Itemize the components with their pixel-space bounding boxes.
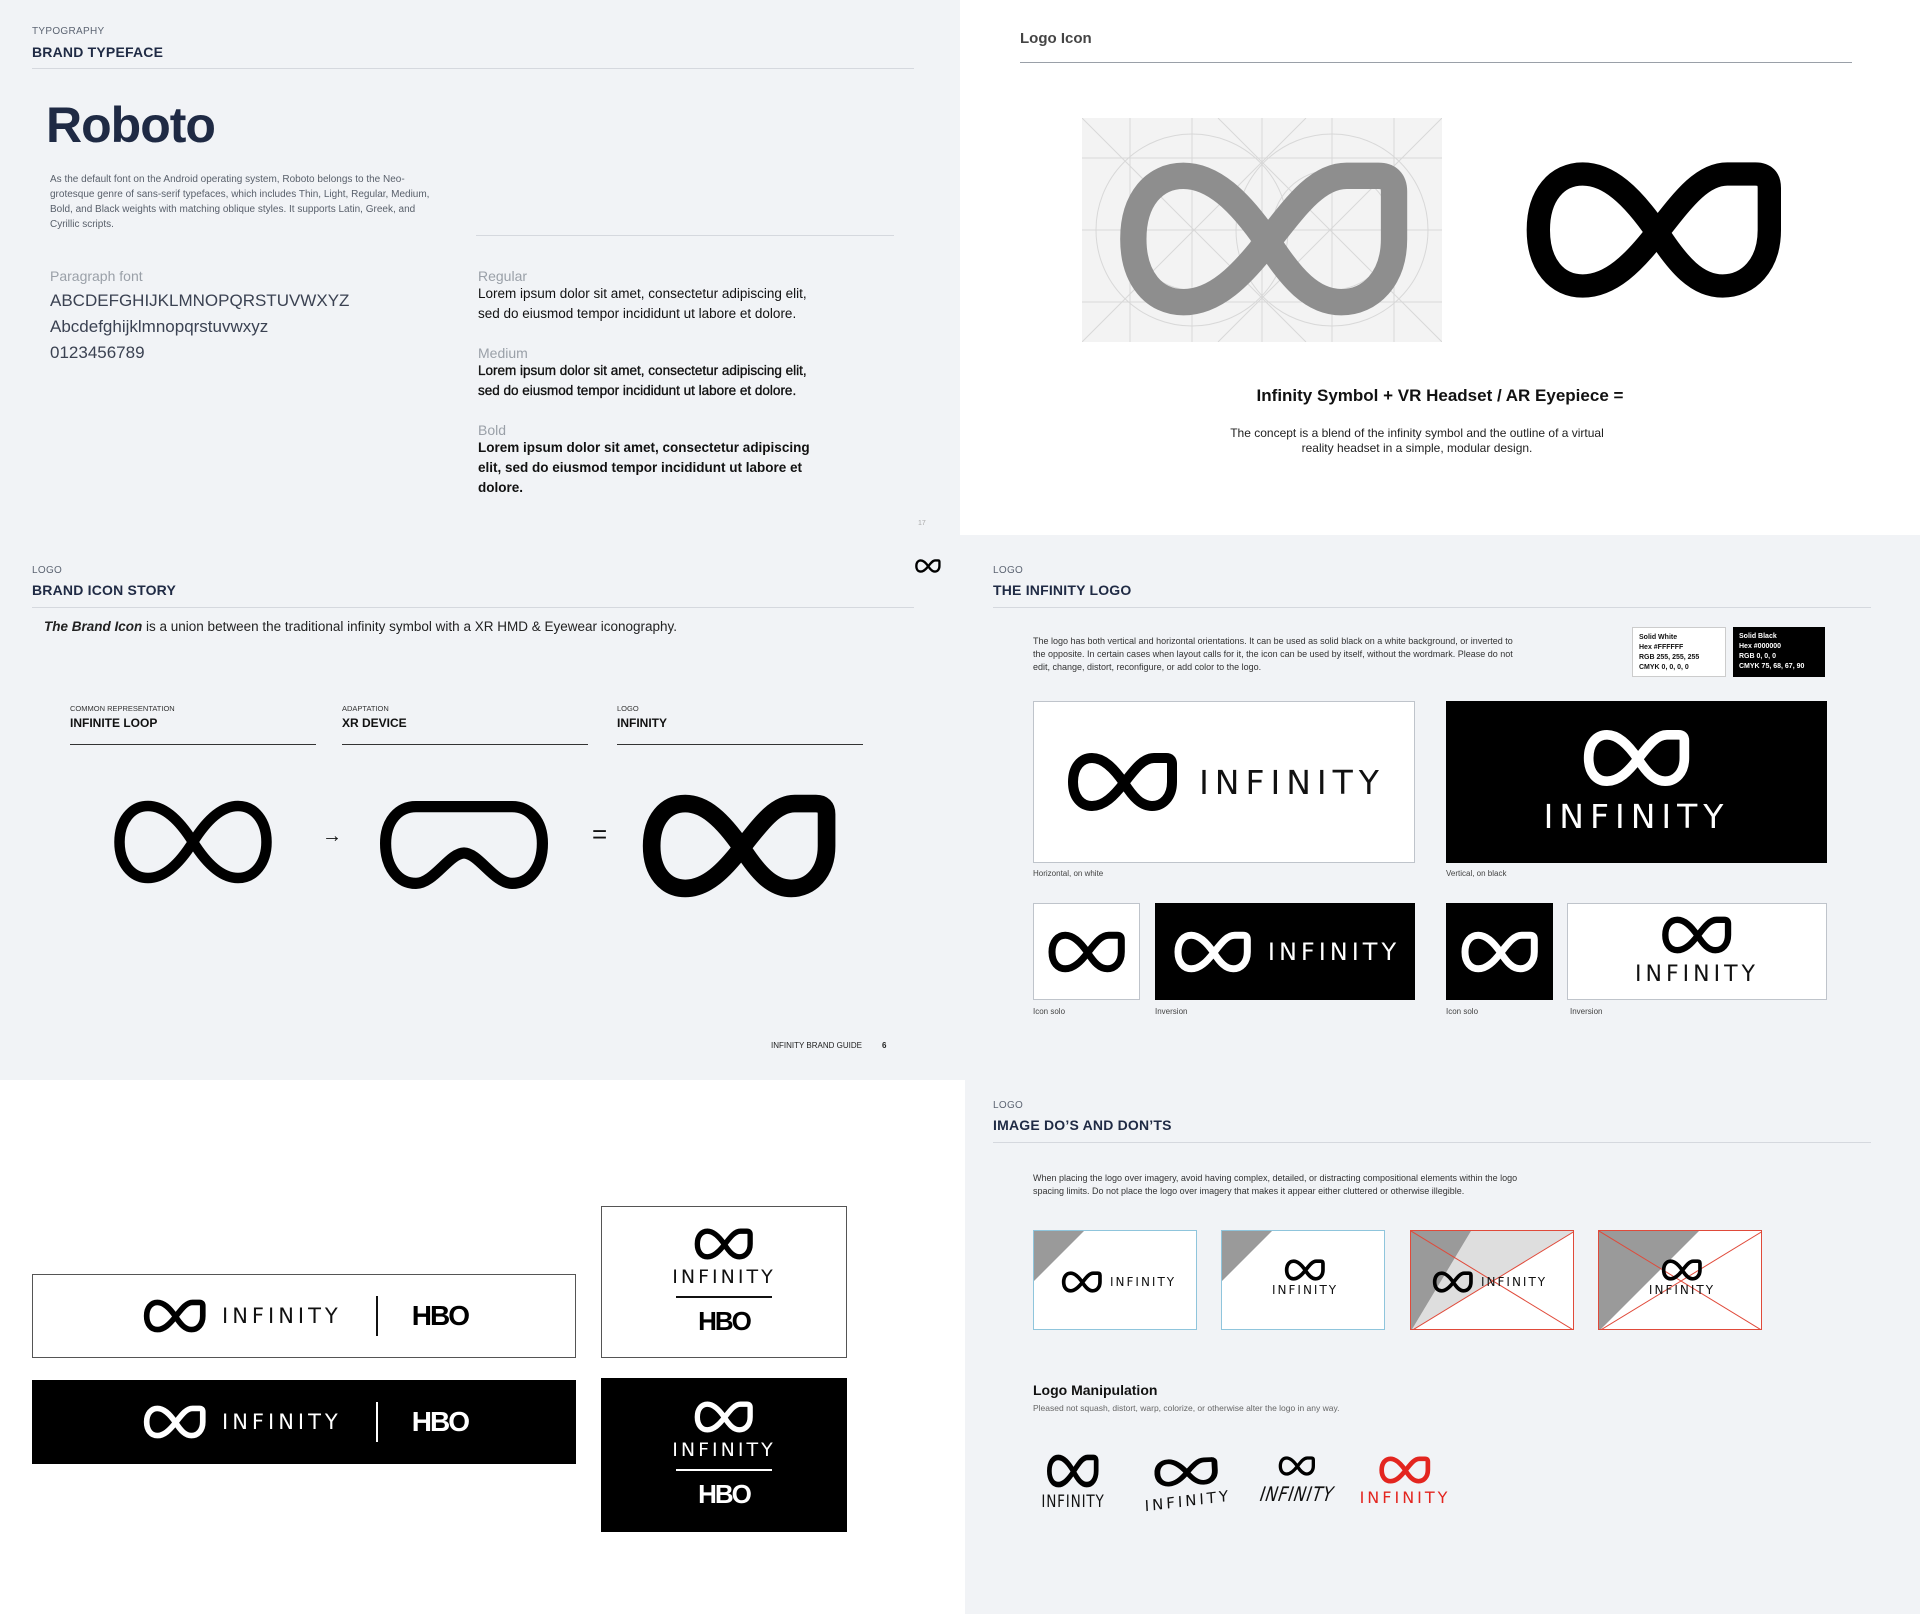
example-wordmark: INFINITY [1648,1283,1716,1297]
logo-wordmark: INFINITY [222,1304,342,1328]
caption-inversion-1: Inversion [1155,1007,1188,1016]
logo-mark-icon [691,1228,757,1260]
manip-wordmark: INFINITY [1041,1492,1105,1512]
header-rule [32,68,914,69]
swatch-white-hex: Hex #FFFFFF [1639,644,1684,651]
icon-story-heading: BRAND ICON STORY [32,582,176,598]
caption-icon-solo-2: Icon solo [1446,1007,1479,1016]
cobrand-divider [376,1296,378,1336]
uppercase-sample: ABCDEFGHIJKLMNOPQRSTUVWXYZ [50,291,350,310]
caption-horizontal: Horizontal, on white [1033,869,1104,878]
manip-wordmark: INFINITY [1359,1488,1451,1507]
icon-solo-white [1033,903,1140,1000]
cobrand-horizontal-white [32,1274,576,1358]
small-logo-icon [915,559,941,573]
story-col-xr-eyebrow: ADAPTATION [342,704,389,713]
example-wordmark: INFINITY [1110,1275,1177,1289]
logo-mark-icon [1657,916,1737,954]
logo-mark-icon [140,1299,210,1333]
icon-story-intro [44,619,677,634]
manip-wordmark: INFINITY [1144,1486,1232,1516]
logo-mark-icon [1170,931,1256,973]
story-col-loop-title: INFINITE LOOP [70,716,158,730]
infinity-logo-eyebrow: LOGO [993,565,1024,576]
cobrand-vertical-black [601,1378,847,1532]
icon-story-intro-em: The Brand Icon [44,619,143,634]
logo-concept-desc: The concept is a blend of the infinity symbol and the outline of a virtual reality headset in a simple, modular design. [1230,426,1604,455]
icon-solo-black [1446,903,1553,1000]
logo-icon-panel [960,0,1920,535]
logo-wordmark: INFINITY [1199,762,1385,802]
divider-rule [476,235,894,236]
dos-donts-eyebrow: LOGO [993,1100,1024,1111]
caption-inversion-2: Inversion [1570,1007,1603,1016]
arrow-icon: → [322,825,342,847]
dos-donts-desc: When placing the logo over imagery, avoid having complex, detailed, or distracting compositional elements within the logo spacing limits. Do not place the logo over imagery that makes it appear either cluttered or otherwise illegible. [1033,1173,1518,1196]
logo-vertical-black [1446,701,1827,863]
logo-wordmark: INFINITY [1267,937,1401,966]
cobrand-panel [0,1080,965,1614]
manip-warped [1134,1455,1241,1516]
logo-wordmark: INFINITY [1635,962,1759,987]
swatch-white [1632,627,1726,677]
construction-grid [1082,118,1442,342]
equals-icon: = [592,819,608,849]
icon-story-page-number: 6 [882,1041,887,1050]
placement-example-bad-2 [1598,1230,1762,1330]
icon-story-footer: INFINITY BRAND GUIDE [771,1041,862,1050]
swatch-black-cmyk: CMYK 75, 68, 67, 90 [1739,663,1805,670]
logo-formula: Infinity Symbol + VR Headset / AR Eyepiece = [1256,386,1624,405]
icon-story-eyebrow: LOGO [32,565,63,576]
placement-example-bad-1 [1410,1230,1574,1330]
swatch-white-name: Solid White [1639,634,1678,641]
logo-mark-icon [1577,729,1697,787]
cobrand-horizontal-black [32,1380,576,1464]
cobrand-vertical-white [601,1206,847,1358]
icon-story-panel [0,535,960,1080]
infinity-logo-icon [640,793,840,899]
dos-donts-rule [993,1142,1871,1143]
story-col-infinity-eyebrow: LOGO [617,704,639,713]
infinity-logo-desc: The logo has both vertical and horizontal orientations. It can be used as solid black on a white background, or inverted to the opposite. In certain cases when layout calls for it, the icon can be used by itself, without the wordmark. Please do not edit, change, distort, reconfigure, or add color to the logo. [1033,636,1513,672]
dos-donts-heading: IMAGE DO’S AND DON’TS [993,1117,1172,1133]
caption-icon-solo-1: Icon solo [1033,1007,1066,1016]
swatch-white-cmyk: CMYK 0, 0, 0, 0 [1639,664,1689,671]
manip-colorized [1355,1456,1455,1507]
logo-horizontal-white [1033,701,1415,863]
logo-wordmark: INFINITY [1543,796,1730,836]
digits-sample: 0123456789 [50,343,145,362]
weight-label-bold: Bold [478,422,507,438]
font-name: Roboto [46,97,215,153]
manip-wordmark: INFINITY [1256,1482,1338,1506]
cobrand-divider [676,1469,772,1471]
xr-device-icon [370,797,558,893]
logo-mark-icon [1460,931,1540,973]
story-col-xr [342,704,588,745]
typography-eyebrow: TYPOGRAPHY [32,26,105,37]
alphabet-sample [50,288,349,366]
infinity-logo-rule [993,607,1871,608]
weight-sample-regular: Lorem ipsum dolor sit amet, consectetur adipiscing elit, sed do eiusmod tempor incididunt ut labore et dolore. [478,286,807,321]
story-col-loop [70,704,316,745]
story-col-infinity-title: INFINITY [617,716,667,730]
logo-icon-solid [1504,160,1806,300]
logo-icon-heading: Logo Icon [1020,30,1092,47]
infinity-logo-heading: THE INFINITY LOGO [993,582,1132,598]
dos-donts-panel [965,1072,1920,1614]
cobrand-divider [376,1402,378,1442]
weight-label-regular: Regular [478,268,528,284]
swatch-white-rgb: RGB 255, 255, 255 [1639,654,1700,661]
inversion-vertical-white [1567,903,1827,1000]
weight-label-medium: Medium [478,345,528,361]
logo-wordmark: INFINITY [672,1438,776,1461]
weights-list [478,268,828,498]
logo-mark-icon [691,1401,757,1433]
caption-vertical: Vertical, on black [1446,869,1507,878]
example-wordmark: INFINITY [1272,1283,1339,1297]
story-col-xr-title: XR DEVICE [342,716,407,730]
logo-wordmark: INFINITY [672,1265,776,1288]
inversion-horizontal-black [1155,903,1415,1000]
manip-distorted [1251,1456,1343,1506]
logo-wordmark: INFINITY [222,1410,342,1434]
swatch-black [1733,627,1825,677]
placement-example-good-2 [1221,1230,1385,1330]
story-col-infinity [617,704,863,745]
logo-icon-rule [1020,62,1852,63]
swatch-black-hex: Hex #000000 [1739,643,1782,650]
example-wordmark: INFINITY [1481,1275,1548,1289]
swatch-black-rgb: RGB 0, 0, 0 [1739,653,1776,660]
hbo-logo: HBO [698,1305,750,1336]
weight-sample-bold: Lorem ipsum dolor sit amet, consectetur adipiscing elit, sed do eiusmod tempor incididunt ut labore et dolore. [478,440,810,495]
hbo-logo: HBO [411,1406,468,1437]
logo-mark-icon [1047,931,1127,973]
hbo-logo: HBO [698,1478,750,1509]
paragraph-font-label: Paragraph font [50,268,143,284]
lowercase-sample: Abcdefghijklmnopqrstuvwxyz [50,317,269,336]
logo-mark-icon [1063,752,1183,812]
icon-story-intro-rest: is a union between the traditional infinity symbol with a XR HMD & Eyewear iconography. [142,619,678,634]
manipulation-desc: Pleased not squash, distort, warp, colorize, or otherwise alter the logo in any way. [1033,1403,1340,1413]
icon-story-rule [32,607,914,608]
placement-example-good-1 [1033,1230,1197,1330]
swatch-black-name: Solid Black [1739,633,1777,640]
brand-typeface-heading: BRAND TYPEFACE [32,44,164,60]
story-col-loop-eyebrow: COMMON REPRESENTATION [70,704,175,713]
logo-mark-icon [140,1405,210,1439]
typography-panel [0,0,960,535]
manipulation-title: Logo Manipulation [1033,1382,1158,1398]
weight-sample-medium: Lorem ipsum dolor sit amet, consectetur adipiscing elit, sed do eiusmod tempor incididunt ut labore et dolore. [478,363,807,398]
infinity-loop-icon [110,797,276,887]
cobrand-divider [676,1296,772,1298]
font-description: As the default font on the Android operating system, Roboto belongs to the Neo-grotesque genre of sans-serif typefaces, which includes Thin, Light, Regular, Medium, Bold, and Black weights with matching oblique styles. It supports Latin, Greek, and Cyrillic scripts. [50,174,430,230]
hbo-logo: HBO [411,1300,468,1331]
manip-squashed [1033,1454,1113,1512]
infinity-logo-panel [960,535,1920,1080]
page-number: 17 [918,520,926,527]
